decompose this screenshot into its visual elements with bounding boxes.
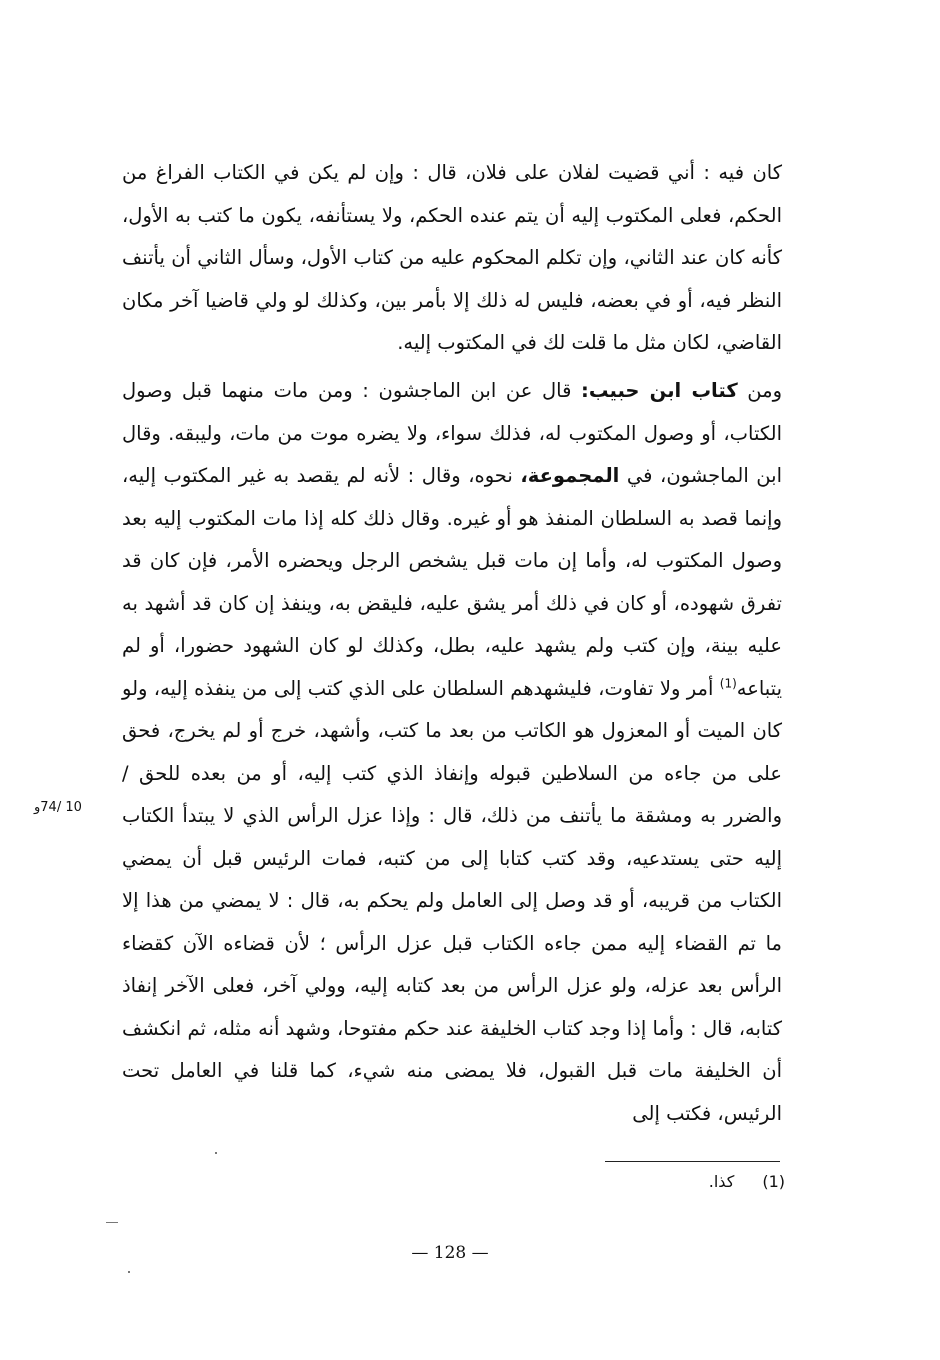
paragraph-1	[122, 152, 782, 365]
footnote-number: (1)	[762, 1172, 785, 1191]
source-title-ibn-habib: كتاب ابن حبيب:	[581, 379, 738, 402]
footnote-divider	[605, 1161, 780, 1162]
paragraph-2-part-1: قال عن ابن الماجشون : ومن مات منهما قبل وصول الكتاب، أو وصول المكتوب له، فذلك سواء، ولا يضره موت من مات، وليبقه. وقال ابن الماجشون، في	[122, 379, 782, 487]
source-title-majmua: المجموعة،	[520, 464, 620, 487]
footnote-reference: (1)	[719, 676, 737, 690]
scan-speck	[106, 1222, 118, 1223]
paragraph-2-text	[122, 370, 782, 1135]
paragraph-2	[122, 370, 782, 1135]
scan-speck	[128, 1271, 130, 1273]
paragraph-2-part-3: أمر ولا تفاوت، فليشهدهم السلطان على الذي كتب إلى من ينفذه إليه، ولو كان الميت أو المعزول هو الكاتب من بعد ما كتب، وأشهد، خرج أو لم يخرج، فحق على من جاءه من السلاطين قبوله وإنفاذ الذي كتب إليه، أو من بعده للحق / والضرر به ومشقة ما يأتنف من ذلك، قال : وإذا عزل الرأس الذي لا يبتدأ الكتاب إليه حتى يستدعيه، وقد كتب كتابا إلى من كتبه، فمات الرئيس قبل أن يمضي الكتاب من قريبه، أو قد وصل إلى العامل ولم يحكم به، قال : لا يمضي من هذا إلا ما تم القضاء إليه ممن جاءه الكتاب قبل عزل الرأس ؛ لأن قضاءه الآن كقضاء الرأس بعد عزله، ولو عزل الرأس من بعد كتابه إليه، وولي آخر، فعلى الآخر إنفاذ كتابه، قال : وأما إذا وجد كتاب الخليفة عند حكم مفتوحا، وشهد أنه مثله، ثم انكشف أن الخليفة مات قبل القبول، فلا يمضى منه شيء، كما قلنا في العامل تحت الرئيس، فكتب إلى	[122, 676, 782, 1125]
paragraph-1-text: كان فيه : أني قضيت لفلان على فلان، قال : وإن لم يكن في الكتاب الفراغ من الحكم، فعلى المكتوب إليه أن يتم عنده الحكم، ولا يستأنفه، يكون ما كتب به الأول، كأنه كان عند الثاني، وإن تكلم المحكوم عليه من كتاب الأول، وسأل الثاني أن يأتنف النظر فيه، أو في بعضه، فليس له ذلك إلا بأمر بين، وكذلك لو ولي قاضيا آخر مكان القاضي، لكان مثل ما قلت لك في المكتوب إليه.	[122, 161, 782, 354]
scan-speck	[215, 1152, 217, 1154]
paragraph-2-part-2: نحوه، وقال : لأنه لم يقصد به غير المكتوب إليه، وإنما قصد به السلطان المنفذ هو أو غيره. وقال ذلك كله إذا مات المكتوب إليه بعد وصول المكتوب له، وأما إن مات قبل يشخص الرجل ويحضره الأمر، فإن كان قد تفرق شهوده، أو كان في ذلك أمر يشق عليه، فليقض به، وينفذ إن كان قد أشهد به عليه بينة، وإن كتب ولم يشهد عليه، بطل، وكذلك لو كان الشهود حضورا، أو لم يتباعه	[122, 464, 782, 700]
footnote-text: كذا.	[708, 1172, 735, 1191]
footnote	[709, 1172, 785, 1191]
paragraph-2-lead: ومن	[737, 379, 783, 402]
manuscript-folio-note: 10 /74و	[34, 800, 82, 815]
page-number: — 128 —	[411, 1243, 489, 1263]
